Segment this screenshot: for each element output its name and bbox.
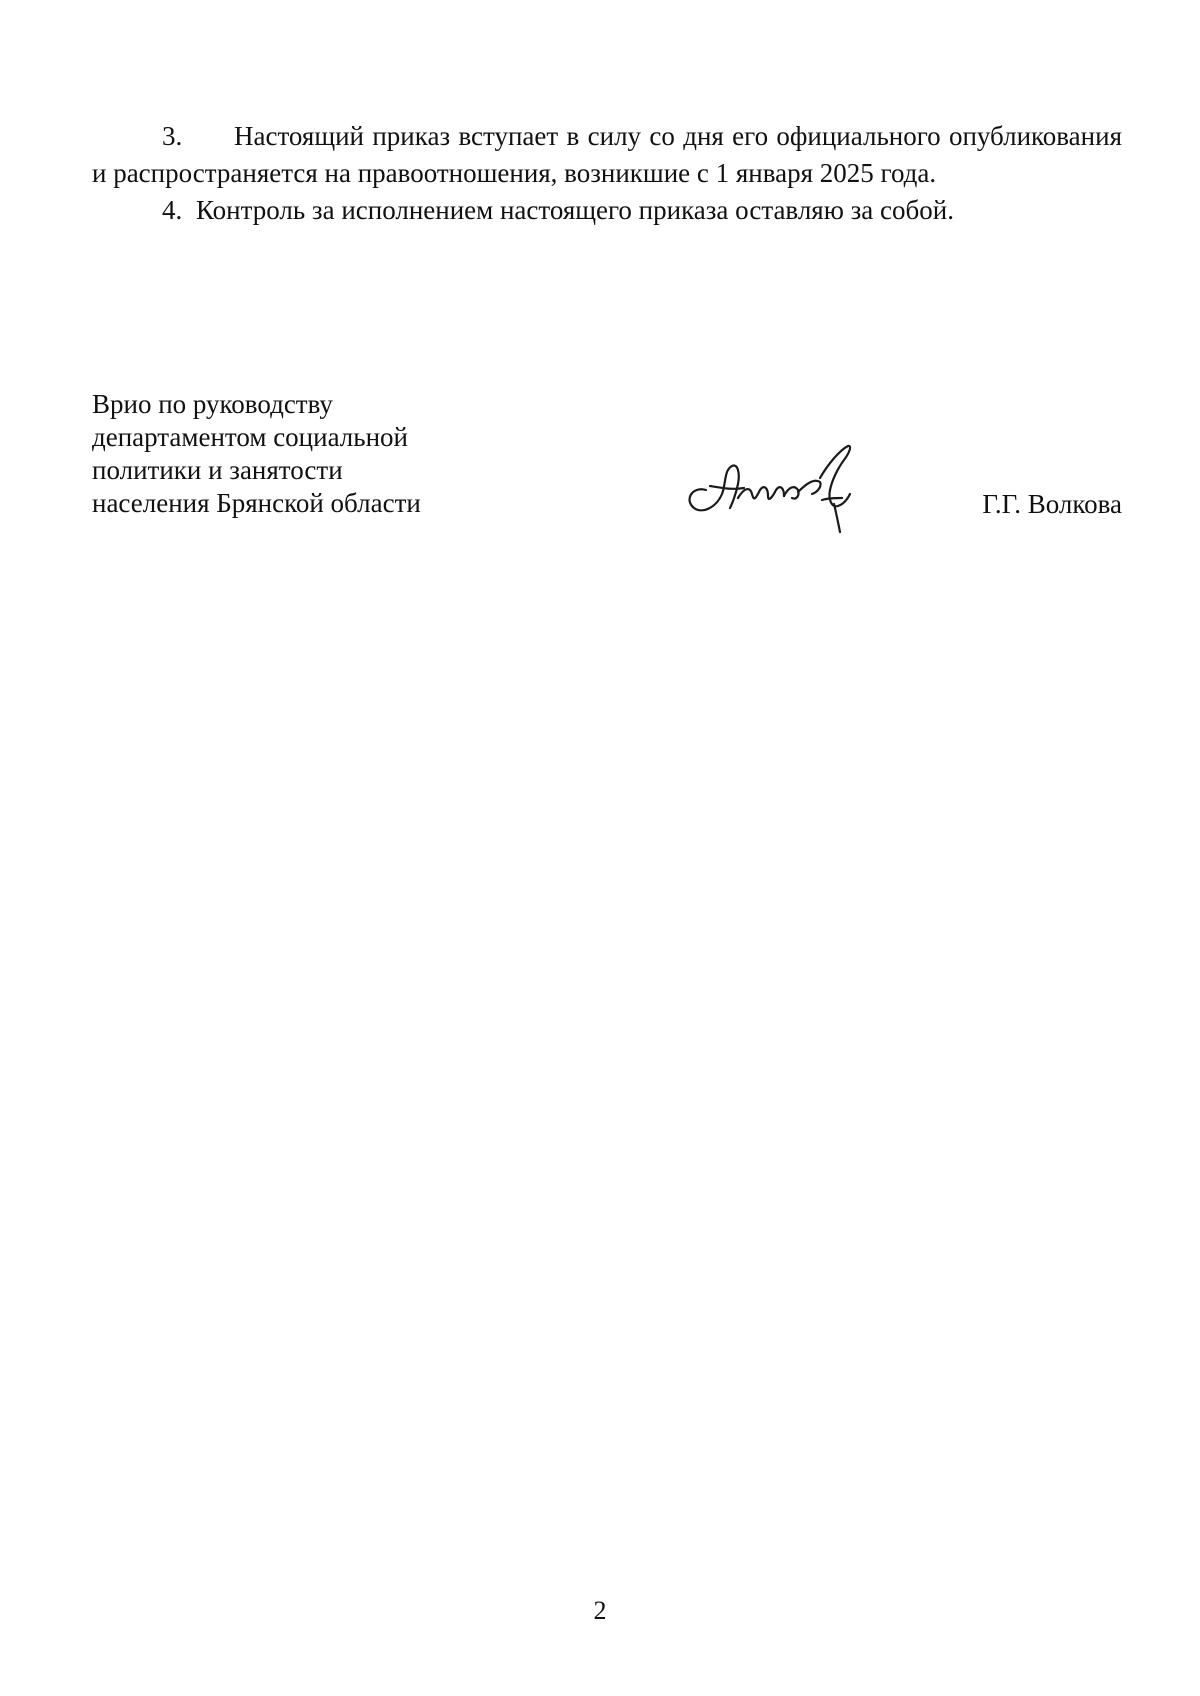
paragraph-4 xyxy=(92,192,1122,229)
position-line: Врио по руководству xyxy=(92,389,333,419)
position-line: департаментом социальной xyxy=(92,422,408,452)
paragraph-number: 3. xyxy=(162,121,183,151)
signer-name: Г.Г. Волкова xyxy=(982,489,1122,519)
signature-block xyxy=(92,388,1122,538)
paragraph-3 xyxy=(92,118,1122,192)
paragraph-text: Контроль за исполнением настоящего приказа оставляю за собой. xyxy=(196,195,954,225)
handwritten-signature xyxy=(672,428,872,538)
signatory-position xyxy=(92,388,492,520)
page-number: 2 xyxy=(593,1596,607,1625)
position-line: политики и занятости xyxy=(92,455,343,485)
paragraph-number: 4. xyxy=(162,195,183,225)
paragraph-text: Настоящий приказ вступает в силу со дня его официального опубликования и распространяется на правоотношения, возникшие с 1 января 2025 года. xyxy=(92,121,1122,188)
document-body xyxy=(92,118,1122,229)
position-line: населения Брянской области xyxy=(92,488,421,518)
